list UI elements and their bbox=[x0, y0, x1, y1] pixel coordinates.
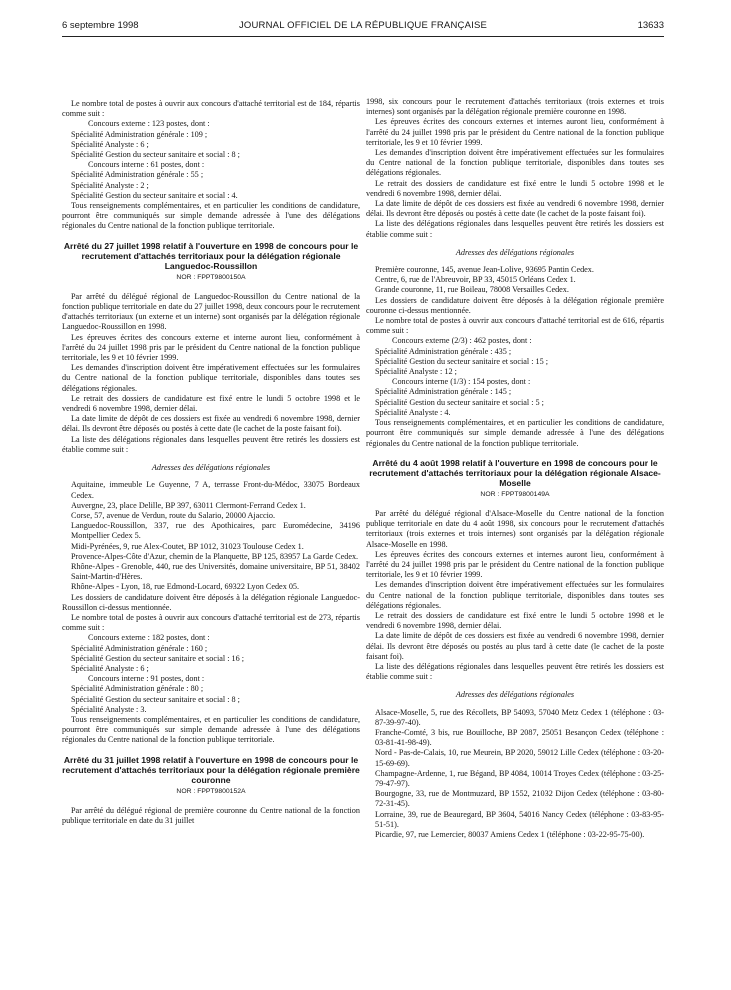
address-item: Rhône-Alpes - Grenoble, 440, rue des Universités, domaine universitaire, BP 51, 38402 Saint-Martin-d'Hères. bbox=[71, 561, 360, 582]
paragraph: Tous renseignements complémentaires, et en particulier les conditions de candidature, pourront être communiqués sur simple demande adressée à l'une des délégations régionales du Centre national de la fonction publique territoriale. bbox=[62, 714, 360, 745]
paragraph: Le nombre total de postes à ouvrir aux concours d'attaché territorial est de 184, répartis comme suit : bbox=[62, 99, 360, 119]
page-header bbox=[62, 20, 664, 36]
address-item: Bourgogne, 33, rue de Montmuzard, BP 1552, 21032 Dijon Cedex (téléphone : 03-80-72-31-45). bbox=[375, 789, 664, 809]
paragraph: Spécialité Analyste : 2 ; bbox=[71, 180, 149, 190]
paragraph: Le nombre total de postes à ouvrir aux concours d'attaché territorial est de 616, répartis comme suit : bbox=[366, 316, 664, 336]
nor-reference: NOR : FPPT9800152A bbox=[176, 787, 246, 795]
paragraph: Concours externe : 123 postes, dont : bbox=[88, 119, 210, 129]
paragraph: Spécialité Gestion du secteur sanitaire et social : 8 ; bbox=[71, 694, 240, 704]
nor-reference: NOR : FPPT9800150A bbox=[176, 273, 246, 281]
paragraph: Le retrait des dossiers de candidature est fixé entre le lundi 5 octobre 1998 et le vendredi 6 novembre 1998, dernier délai. bbox=[62, 393, 360, 414]
addresses-heading: Adresses des délégations régionales bbox=[455, 247, 575, 257]
paragraph: Le retrait des dossiers de candidature est fixé entre le lundi 5 octobre 1998 et le vendredi 6 novembre 1998, dernier délai. bbox=[366, 610, 664, 631]
paragraph: La liste des délégations régionales dans lesquelles peuvent être retirés les dossiers est établie comme suit : bbox=[62, 434, 360, 454]
paragraph: Tous renseignements complémentaires, et en particulier les conditions de candidature, pourront être communiqués sur simple demande adressée à l'une des délégations régionales du Centre national de la fonction publique territoriale. bbox=[62, 201, 360, 231]
paragraph: Les dossiers de candidature doivent être déposés à la délégation régionale Languedoc-Roussillon ci-dessus mentionnée. bbox=[62, 592, 360, 612]
address-item: Picardie, 97, rue Lemercier, 80037 Amiens Cedex 1 (téléphone : 03-22-95-75-00). bbox=[375, 830, 645, 839]
paragraph: Spécialité Gestion du secteur sanitaire et social : 8 ; bbox=[71, 150, 240, 160]
paragraph: Spécialité Analyste : 6 ; bbox=[71, 139, 149, 149]
paragraph: La liste des délégations régionales dans lesquelles peuvent être retirés les dossiers est établie comme suit : bbox=[366, 661, 664, 682]
paragraph: Par arrêté du délégué régional de première couronne du Centre national de la fonction publique territoriale en date du 31 juillet bbox=[62, 805, 360, 825]
paragraph: 1998, six concours pour le recrutement d'attachés territoriaux (trois externes et trois internes) sont organisés par la délégation régionale première couronne en 1998. bbox=[366, 97, 664, 117]
arrete-premiere-couronne bbox=[62, 755, 360, 827]
paragraph: Par arrêté du délégué régional de Languedoc-Roussillon du Centre national de la fonction publique territoriale en date du 27 juillet 1998, deux concours pour le recrutement d'attachés territoriaux (un externe et un interne) sont organisés par la délégation régionale Languedoc-Roussillon en 1998. bbox=[62, 291, 360, 332]
paragraph: Spécialité Administration générale : 55 ; bbox=[71, 170, 204, 180]
paragraph: Spécialité Administration générale : 435 ; bbox=[375, 346, 512, 356]
paragraph: Spécialité Gestion du secteur sanitaire et social : 16 ; bbox=[71, 653, 245, 663]
paragraph: La date limite de dépôt de ces dossiers est fixée au vendredi 6 novembre 1998, dernier délai. Ils devront être déposés ou postés à cette date (le cachet de la poste faisant foi). bbox=[62, 414, 360, 434]
address-item: Languedoc-Roussillon, 337, rue des Apothicaires, parc Euromédecine, 34196 Montpellier Cedex 5. bbox=[71, 521, 360, 541]
paragraph: Spécialité Administration générale : 145 ; bbox=[375, 387, 512, 397]
paragraph: Spécialité Gestion du secteur sanitaire et social : 4. bbox=[71, 190, 238, 200]
arrete-languedoc bbox=[62, 241, 360, 746]
paragraph: Les épreuves écrites des concours externe et interne auront lieu, conformément à l'arrêté du 24 juillet 1998 pris par le président du Centre national de la fonction publique territoriale, les 9 et 10 février 1999. bbox=[62, 332, 360, 363]
page-number: 13633 bbox=[637, 20, 664, 31]
section-title: Arrêté du 27 juillet 1998 relatif à l'ouverture en 1998 de concours pour le recrutement d'attachés territoriaux pour la délégation régionale Languedoc-Roussillon bbox=[63, 240, 359, 271]
address-item: Première couronne, 145, avenue Jean-Lolive, 93695 Pantin Cedex. bbox=[375, 265, 594, 275]
paragraph: Spécialité Analyste : 12 ; bbox=[375, 367, 457, 377]
paragraph: La date limite de dépôt de ces dossiers est fixée au vendredi 6 novembre 1998, dernier délai. Ils devront être déposés ou postés à cette date (le cachet de la poste faisant foi). bbox=[366, 199, 664, 219]
paragraph: Tous renseignements complémentaires, et en particulier les conditions de candidature, pourront être communiqués sur simple demande adressée à l'une des délégations régionales du Centre national de la fonction publique territoriale. bbox=[366, 418, 664, 448]
left-column bbox=[62, 99, 360, 826]
addresses-heading: Adresses des délégations régionales bbox=[151, 463, 271, 473]
arrete-alsace-moselle bbox=[366, 458, 664, 841]
paragraph: Concours externe : 182 postes, dont : bbox=[88, 633, 210, 643]
paragraph: Les demandes d'inscription doivent être impérativement effectuées sur les formulaires du Centre national de la fonction publique territoriale, disponibles dans toutes ses délégations régionales. bbox=[366, 580, 664, 610]
address-item: Alsace-Moselle, 5, rue des Récollets, BP 54093, 57040 Metz Cedex 1 (téléphone : 03-87-39-97-40). bbox=[375, 707, 664, 727]
paragraph: Concours externe (2/3) : 462 postes, dont : bbox=[392, 336, 532, 346]
addresses-heading: Adresses des délégations régionales bbox=[455, 690, 575, 700]
address-item: Midi-Pyrénées, 9, rue Alex-Coutet, BP 1012, 31023 Toulouse Cedex 1. bbox=[71, 541, 304, 551]
address-item: Nord - Pas-de-Calais, 10, rue Meurein, BP 2020, 59012 Lille Cedex (téléphone : 03-20-15-69-69). bbox=[375, 748, 664, 768]
journal-title: JOURNAL OFFICIEL DE LA RÉPUBLIQUE FRANÇAISE bbox=[238, 20, 488, 31]
address-item: Lorraine, 39, rue de Beauregard, BP 3604, 54016 Nancy Cedex (téléphone : 03-83-95-51-51). bbox=[375, 809, 664, 829]
paragraph: Spécialité Gestion du secteur sanitaire et social : 5 ; bbox=[375, 397, 544, 407]
address-item: Centre, 6, rue de l'Abreuvoir, BP 33, 45015 Orléans Cedex 1. bbox=[375, 275, 576, 285]
paragraph: Le retrait des dossiers de candidature est fixé entre le lundi 5 octobre 1998 et le vendredi 6 novembre 1998, dernier délai. bbox=[366, 178, 664, 198]
address-item: Grande couronne, 11, rue Boileau, 78008 Versailles Cedex. bbox=[375, 285, 569, 295]
paragraph: Spécialité Administration générale : 109 ; bbox=[71, 129, 208, 139]
paragraph: Les épreuves écrites des concours externes et internes auront lieu, conformément à l'arrêté du 24 juillet 1998 pris par le président du Centre national de la fonction publique territoriale, les 9 et 10 février 1999. bbox=[366, 117, 664, 147]
paragraph: Spécialité Administration générale : 80 ; bbox=[71, 684, 204, 694]
address-item: Franche-Comté, 3 bis, rue Bouilloche, BP 2087, 25051 Besançon Cedex (téléphone : 03-81-41-98-49). bbox=[375, 727, 664, 748]
paragraph: Les demandes d'inscription doivent être impérativement effectuées sur les formulaires du Centre national de la fonction publique territoriale, disponibles dans toutes ses délégations régionales. bbox=[366, 148, 664, 178]
paragraph: La date limite de dépôt de ces dossiers est fixée au vendredi 6 novembre 1998, dernier délai. Ils devront être déposés ou postés au plus tard à cette date (le cachet de la poste faisant foi). bbox=[366, 631, 664, 661]
section-title: Arrêté du 4 août 1998 relatif à l'ouverture en 1998 de concours pour le recrutement d'attachés territoriaux pour la délégation régionale Alsace-Moselle bbox=[369, 457, 661, 488]
section-title: Arrêté du 31 juillet 1998 relatif à l'ouverture en 1998 de concours pour le recrutement d'attachés territoriaux pour la délégation régionale première couronne bbox=[62, 754, 360, 785]
premiere-couronne-continued bbox=[366, 97, 664, 449]
address-item: Champagne-Ardenne, 1, rue Bégand, BP 4084, 10014 Troyes Cedex (téléphone : 03-25-79-47-97). bbox=[375, 768, 664, 788]
address-item: Corse, 57, avenue de Verdun, route du Salario, 20000 Ajaccio. bbox=[71, 510, 276, 520]
paragraph: Concours interne : 91 postes, dont : bbox=[88, 674, 205, 684]
paragraph: La liste des délégations régionales dans lesquelles peuvent être retirés les dossiers est établie comme suit : bbox=[366, 219, 664, 239]
paragraph: Par arrêté du délégué régional d'Alsace-Moselle du Centre national de la fonction publique territoriale en date du 4 août 1998, six concours pour le recrutement d'attachés territoriaux (trois externes et trois internes) sont organisés par la délégation régionale Alsace-Moselle en 1998. bbox=[366, 508, 664, 549]
header-rule bbox=[62, 36, 664, 37]
paragraph: Spécialité Administration générale : 160 ; bbox=[71, 643, 208, 653]
paragraph: Spécialité Analyste : 4. bbox=[375, 407, 451, 417]
address-item: Provence-Alpes-Côte d'Azur, chemin de la Planquette, BP 125, 83957 La Garde Cedex. bbox=[71, 551, 359, 561]
paragraph: Les dossiers de candidature doivent être déposés à la délégation régionale première couronne ci-dessus mentionnée. bbox=[366, 295, 664, 315]
address-item: Aquitaine, immeuble Le Guyenne, 7 A, terrasse Front-du-Médoc, 33075 Bordeaux Cedex. bbox=[71, 480, 360, 500]
nor-reference: NOR : FPPT9800149A bbox=[480, 490, 550, 498]
paragraph: Spécialité Gestion du secteur sanitaire et social : 15 ; bbox=[375, 356, 549, 366]
intro-section bbox=[62, 99, 360, 232]
address-item: Rhône-Alpes - Lyon, 18, rue Edmond-Locard, 69322 Lyon Cedex 05. bbox=[71, 582, 300, 592]
paragraph: Les épreuves écrites des concours externes et internes auront lieu, conformément à l'arrêté du 24 juillet 1998 pris par le président du Centre national de la fonction publique territoriale, les 9 et 10 février 1999. bbox=[366, 549, 664, 580]
paragraph: Concours interne (1/3) : 154 postes, dont : bbox=[392, 377, 531, 387]
paragraph: Le nombre total de postes à ouvrir aux concours d'attaché territorial est de 273, répartis comme suit : bbox=[62, 612, 360, 633]
paragraph: Les demandes d'inscription doivent être impérativement effectuées sur les formulaires du Centre national de la fonction publique territoriale, disponibles dans toutes ses délégations régionales. bbox=[62, 363, 360, 393]
paragraph: Spécialité Analyste : 3. bbox=[71, 704, 147, 714]
right-column bbox=[366, 97, 664, 840]
header-date: 6 septembre 1998 bbox=[62, 20, 139, 31]
paragraph: Concours interne : 61 postes, dont : bbox=[88, 160, 205, 170]
address-item: Auvergne, 23, place Delille, BP 397, 63011 Clermont-Ferrand Cedex 1. bbox=[71, 500, 306, 510]
paragraph: Spécialité Analyste : 6 ; bbox=[71, 663, 149, 673]
